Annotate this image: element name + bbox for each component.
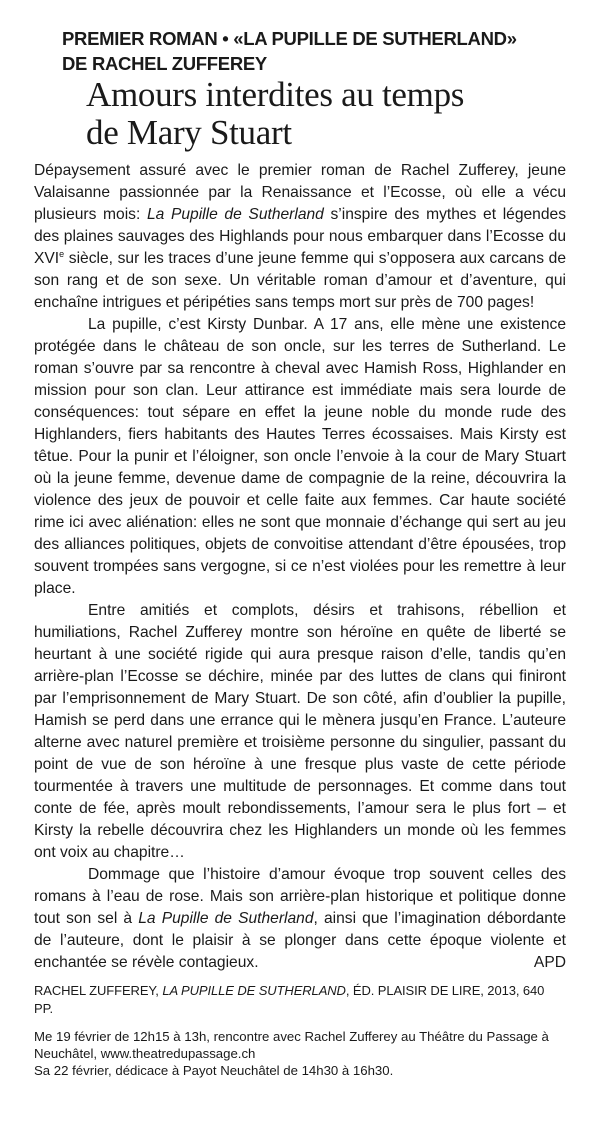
author-signature: APD (533, 954, 566, 971)
headline-line-2: de Mary Stuart (86, 113, 292, 152)
credit-title: LA PUPILLE DE SUTHERLAND (162, 983, 346, 998)
book-title: La Pupille de Sutherland (138, 910, 314, 927)
article-kicker (62, 26, 566, 76)
body-paragraph-4: Dommage que l’histoire d’amour évoque trop souvent celles des romans à l’eau de rose. Mais son arrière-plan historique et politique donne tout son sel à La Pupille de Sutherland, ainsi que l’imagination débordante de l’auteure, dont le plaisir à se plonger dans cette époque violente et enchantée se révèle contagieux. APD (34, 864, 566, 974)
century-superscript: e (59, 248, 65, 259)
event-info (34, 1028, 566, 1079)
book-title: La Pupille de Sutherland (146, 206, 324, 223)
event-line-2: Sa 22 février, dédicace à Payot Neuchâtel de 14h30 à 16h30. (34, 1063, 394, 1078)
headline-line-1: Amours interdites au temps (86, 75, 465, 114)
event-line-1: Me 19 février de 12h15 à 13h, rencontre avec Rachel Zufferey au Théâtre du Passage à Neuchâtel, www.theatredupassage.ch (34, 1029, 549, 1061)
book-credit: RACHEL ZUFFEREY, LA PUPILLE DE SUTHERLAND, ÉD. PLAISIR DE LIRE, 2013, 640 PP. (34, 983, 545, 1016)
article-body (34, 160, 566, 974)
kicker-line-1: PREMIER ROMAN • «LA PUPILLE DE SUTHERLAND» (62, 28, 517, 49)
body-paragraph-3: Entre amitiés et complots, désirs et trahisons, rébellion et humiliations, Rachel Zufferey montre son héroïne en quête de liberté se heurtant à une société rigide qui aura presque raison d’elle, tandis qu’en arrière-plan l’Ecosse se déchire, minée par des luttes de clans qui finiront par l’emprisonnement de Mary Stuart. De son côté, afin d’oublier la pupille, Hamish se perd dans une errance qui le mènera jusqu’en France. L’auteure alterne avec naturel première et troisième personne du singulier, passant du point de vue de son héroïne à une fresque plus vaste de cette période tourmentée à travers une multitude de personnages. Et comme dans tout conte de fée, après moult rebondissements, l’amour sera le plus fort – et Kirsty la rebelle découvrira chez les Highlanders un monde où les femmes ont voix au chapitre… (34, 602, 566, 861)
kicker-line-2: DE RACHEL ZUFFEREY (62, 53, 267, 74)
body-paragraph-1: Dépaysement assuré avec le premier roman de Rachel Zufferey, jeune Valaisanne passionnée par la Renaissance et l’Ecosse, où elle a vécu plusieurs mois: La Pupille de Sutherland s’inspire des mythes et légendes des plaines sauvages des Highlands pour nous embarquer dans l’Ecosse du XVIe siècle, sur les traces d’une jeune femme qui s’opposera aux carcans de son rang et de son sexe. Un véritable roman d’amour et d’aventure, qui enchaîne intrigues et péripéties sans temps mort sur près de 700 pages! (34, 162, 566, 311)
body-paragraph-2: La pupille, c’est Kirsty Dunbar. A 17 ans, elle mène une existence protégée dans le château de son oncle, sur les terres de Sutherland. Le roman s’ouvre par sa rencontre à cheval avec Hamish Ross, Highlander en mission pour son clan. Leur attirance est immédiate mais sera lourde de conséquences: tout sépare en effet la jeune noble du monde rude des Highlanders, fiers habitants des Hautes Terres écossaises. Mais Kirsty est têtue. Pour la punir et l’éloigner, son oncle l’envoie à la cour de Mary Stuart où la jeune femme, devenue dame de compagnie de la reine, découvrira la violence des jeux de pouvoir et celle faite aux femmes. Car haute société rime ici avec aliénation: elles ne sont que monnaie d’échange qui sert au jeu des alliances politiques, objets de convoitise attendant d’être épousées, trop souvent trompées sans vergogne, si ce n’est violées pour les remettre à leur place. (34, 316, 566, 597)
article-headline (86, 76, 566, 152)
